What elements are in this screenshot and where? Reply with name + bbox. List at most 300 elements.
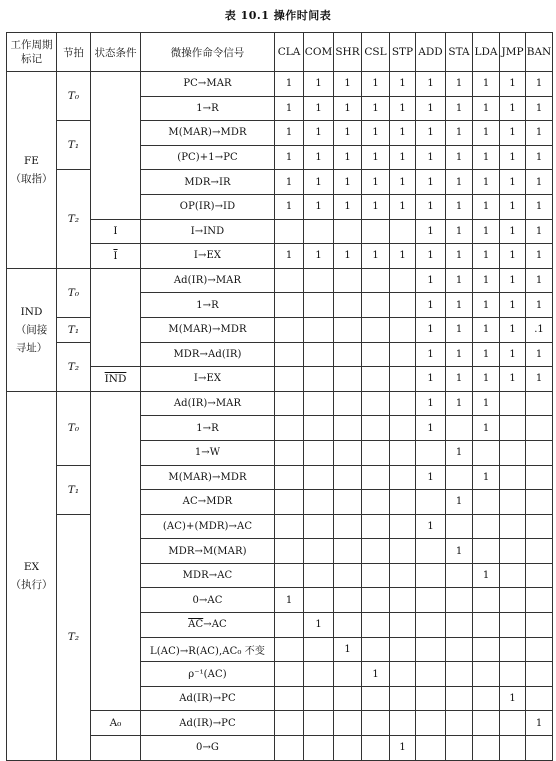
op-cell-cla: 1 — [275, 244, 304, 269]
header-state: 状态条件 — [91, 33, 141, 72]
table-row — [7, 268, 553, 293]
op-cell-lda: 1 — [473, 194, 500, 219]
op-cell-lda — [473, 613, 500, 638]
header-micro-op: 微操作命令信号 — [141, 33, 275, 72]
op-cell-com — [304, 219, 334, 244]
micro-op-label: Ad(IR)→PC — [179, 717, 236, 729]
op-cell-cla — [275, 613, 304, 638]
op-cell-add: 1 — [416, 367, 446, 392]
micro-op-cell — [141, 293, 275, 318]
op-cell-add: 1 — [416, 96, 446, 121]
op-cell-stp — [390, 490, 416, 515]
op-cell-ban: 1 — [526, 244, 553, 269]
op-cell-add — [416, 736, 446, 761]
op-cell-ban — [526, 490, 553, 515]
op-cell-shr — [334, 293, 362, 318]
micro-op-cell — [141, 514, 275, 539]
op-cell-lda: 1 — [473, 563, 500, 588]
op-cell-sta: 1 — [446, 342, 473, 367]
op-cell-add — [416, 539, 446, 564]
op-cell-com — [304, 342, 334, 367]
op-cell-cla — [275, 293, 304, 318]
op-cell-add — [416, 686, 446, 711]
op-cell-cla: 1 — [275, 96, 304, 121]
micro-op-label: OP(IR)→ID — [179, 201, 236, 213]
op-cell-cla: 1 — [275, 588, 304, 613]
op-cell-cla — [275, 637, 304, 662]
op-cell-sta — [446, 465, 473, 490]
op-cell-cla — [275, 367, 304, 392]
op-cell-jmp — [500, 588, 526, 613]
state-cell — [91, 244, 141, 269]
op-cell-lda: 1 — [473, 145, 500, 170]
op-cell-ban: 1 — [526, 170, 553, 195]
micro-op-cell — [141, 686, 275, 711]
op-cell-shr — [334, 342, 362, 367]
micro-op-cell — [141, 219, 275, 244]
header-phase: 工作周期标记 — [7, 33, 57, 72]
micro-op-cell — [141, 391, 275, 416]
op-cell-lda: 1 — [473, 244, 500, 269]
op-cell-add: 1 — [416, 121, 446, 146]
op-cell-sta: 1 — [446, 72, 473, 97]
op-cell-com: 1 — [304, 96, 334, 121]
micro-op-label: M(MAR)→MDR — [168, 127, 247, 139]
op-cell-ban: 1 — [526, 268, 553, 293]
phase-ind — [7, 268, 57, 391]
op-cell-com — [304, 317, 334, 342]
op-cell-csl: 1 — [362, 662, 390, 687]
table-row — [7, 465, 553, 490]
op-cell-lda — [473, 440, 500, 465]
op-cell-shr — [334, 662, 362, 687]
op-cell-jmp — [500, 637, 526, 662]
op-cell-sta: 1 — [446, 293, 473, 318]
op-cell-stp: 1 — [390, 194, 416, 219]
phase-ex — [7, 391, 57, 760]
op-cell-com — [304, 637, 334, 662]
state-cell — [91, 736, 141, 761]
table-caption: 表 10.1 操作时间表 — [224, 9, 332, 22]
op-cell-sta: 1 — [446, 145, 473, 170]
op-cell-lda — [473, 662, 500, 687]
op-cell-ban — [526, 662, 553, 687]
op-cell-sta — [446, 637, 473, 662]
op-cell-add — [416, 588, 446, 613]
beat-cell: T₂ — [57, 170, 91, 268]
op-cell-add: 1 — [416, 268, 446, 293]
op-cell-jmp: 1 — [500, 121, 526, 146]
op-cell-ban: 1 — [526, 145, 553, 170]
op-cell-stp: 1 — [390, 72, 416, 97]
micro-op-cell — [141, 268, 275, 293]
op-cell-sta: 1 — [446, 244, 473, 269]
op-cell-stp — [390, 514, 416, 539]
state-label: $\overline{IND}$ — [104, 372, 127, 385]
op-cell-shr — [334, 711, 362, 736]
micro-op-cell — [141, 563, 275, 588]
op-cell-stp: 1 — [390, 736, 416, 761]
op-cell-csl — [362, 563, 390, 588]
op-cell-lda — [473, 490, 500, 515]
op-cell-add: 1 — [416, 342, 446, 367]
op-cell-shr: 1 — [334, 121, 362, 146]
micro-op-cell — [141, 244, 275, 269]
table-row — [7, 342, 553, 367]
op-cell-lda: 1 — [473, 416, 500, 441]
op-cell-csl — [362, 440, 390, 465]
op-cell-sta — [446, 662, 473, 687]
micro-op-cell — [141, 637, 275, 662]
op-cell-sta: 1 — [446, 219, 473, 244]
micro-op-label: Ad(IR)→MAR — [173, 275, 242, 287]
op-cell-csl: 1 — [362, 244, 390, 269]
op-cell-csl: 1 — [362, 96, 390, 121]
op-cell-jmp: 1 — [500, 293, 526, 318]
op-cell-cla: 1 — [275, 72, 304, 97]
op-cell-com — [304, 662, 334, 687]
micro-op-label: →AC — [203, 619, 227, 631]
op-cell-jmp: 1 — [500, 170, 526, 195]
table-row — [7, 72, 553, 97]
op-cell-ban: 1 — [526, 342, 553, 367]
op-cell-ban — [526, 637, 553, 662]
op-cell-csl — [362, 416, 390, 441]
op-cell-ban — [526, 416, 553, 441]
op-cell-shr — [334, 588, 362, 613]
micro-op-label: L(AC)→R(AC),AC₀ 不变 — [150, 645, 265, 657]
op-cell-stp — [390, 662, 416, 687]
op-cell-shr — [334, 686, 362, 711]
op-cell-jmp — [500, 416, 526, 441]
op-cell-jmp: 1 — [500, 96, 526, 121]
op-cell-com — [304, 711, 334, 736]
op-cell-add: 1 — [416, 145, 446, 170]
header-op-jmp: JMP — [500, 33, 526, 72]
op-cell-shr — [334, 490, 362, 515]
op-cell-shr — [334, 736, 362, 761]
op-cell-ban — [526, 440, 553, 465]
op-cell-sta: 1 — [446, 367, 473, 392]
op-cell-cla — [275, 563, 304, 588]
micro-op-cell — [141, 342, 275, 367]
op-cell-ban: 1 — [526, 194, 553, 219]
op-cell-jmp: 1 — [500, 317, 526, 342]
micro-op-cell — [141, 588, 275, 613]
op-cell-stp: 1 — [390, 170, 416, 195]
micro-op-label: M(MAR)→MDR — [168, 324, 247, 336]
op-cell-cla — [275, 686, 304, 711]
op-cell-csl — [362, 711, 390, 736]
header-op-add: ADD — [416, 33, 446, 72]
op-cell-jmp — [500, 711, 526, 736]
table-row — [7, 121, 553, 146]
op-cell-com: 1 — [304, 194, 334, 219]
phase-label: IND （间接 寻址） — [15, 305, 48, 354]
op-cell-cla — [275, 465, 304, 490]
micro-op-label: 1→R — [196, 422, 219, 434]
op-cell-cla — [275, 440, 304, 465]
op-cell-add: 1 — [416, 391, 446, 416]
beat-cell: T₁ — [57, 465, 91, 514]
op-cell-sta — [446, 686, 473, 711]
op-cell-csl — [362, 490, 390, 515]
micro-op-cell — [141, 613, 275, 638]
state-label: $\overline{I}$ — [113, 249, 118, 262]
op-cell-lda: 1 — [473, 293, 500, 318]
op-cell-csl: 1 — [362, 72, 390, 97]
op-cell-csl — [362, 293, 390, 318]
op-cell-ban: 1 — [526, 711, 553, 736]
header-op-lda: LDA — [473, 33, 500, 72]
op-cell-com — [304, 539, 334, 564]
state-cell — [91, 367, 141, 392]
op-cell-lda: 1 — [473, 268, 500, 293]
header-row — [7, 33, 553, 72]
op-cell-ban — [526, 588, 553, 613]
op-cell-jmp: 1 — [500, 686, 526, 711]
header-beat: 节拍 — [57, 33, 91, 72]
op-cell-csl — [362, 514, 390, 539]
table-row — [7, 391, 553, 416]
op-cell-sta — [446, 588, 473, 613]
phase-fe — [7, 72, 57, 269]
op-cell-cla — [275, 268, 304, 293]
op-cell-sta: 1 — [446, 440, 473, 465]
op-cell-shr — [334, 539, 362, 564]
micro-op-cell — [141, 121, 275, 146]
micro-op-label: (AC)+(MDR)→AC — [162, 520, 253, 532]
op-cell-cla — [275, 736, 304, 761]
micro-op-cell — [141, 465, 275, 490]
op-cell-csl — [362, 613, 390, 638]
beat-cell: T₀ — [57, 391, 91, 465]
op-cell-cla: 1 — [275, 121, 304, 146]
op-cell-shr: 1 — [334, 72, 362, 97]
op-cell-sta: 1 — [446, 121, 473, 146]
state-label: A₀ — [109, 717, 122, 730]
header-op-stp: STP — [390, 33, 416, 72]
micro-op-label: 1→R — [196, 102, 219, 114]
op-cell-csl: 1 — [362, 194, 390, 219]
op-cell-add — [416, 711, 446, 736]
op-cell-com — [304, 588, 334, 613]
op-cell-ban — [526, 613, 553, 638]
op-cell-cla — [275, 317, 304, 342]
op-cell-csl — [362, 736, 390, 761]
state-label: I — [113, 225, 118, 238]
op-cell-add — [416, 490, 446, 515]
op-cell-add: 1 — [416, 170, 446, 195]
op-cell-lda: 1 — [473, 219, 500, 244]
operation-timing-table — [6, 32, 553, 761]
micro-op-label: M(MAR)→MDR — [168, 471, 247, 483]
micro-op-cell — [141, 145, 275, 170]
micro-op-label: I→EX — [193, 373, 222, 385]
op-cell-ban — [526, 391, 553, 416]
op-cell-csl — [362, 686, 390, 711]
op-cell-cla — [275, 342, 304, 367]
op-cell-shr — [334, 613, 362, 638]
micro-op-label: MDR→Ad(IR) — [173, 348, 242, 360]
op-cell-jmp: 1 — [500, 72, 526, 97]
op-cell-add: 1 — [416, 317, 446, 342]
op-cell-cla — [275, 514, 304, 539]
micro-op-label: 1→R — [196, 299, 219, 311]
op-cell-cla — [275, 391, 304, 416]
op-cell-jmp — [500, 539, 526, 564]
op-cell-add — [416, 440, 446, 465]
table-row — [7, 170, 553, 195]
op-cell-sta: 1 — [446, 490, 473, 515]
op-cell-jmp: 1 — [500, 342, 526, 367]
op-cell-lda: 1 — [473, 96, 500, 121]
micro-op-cell — [141, 72, 275, 97]
op-cell-com — [304, 440, 334, 465]
op-cell-add — [416, 563, 446, 588]
op-cell-cla: 1 — [275, 170, 304, 195]
micro-op-cell — [141, 440, 275, 465]
header-op-shr: SHR — [334, 33, 362, 72]
state-cell — [91, 72, 141, 220]
op-cell-sta: 1 — [446, 391, 473, 416]
op-cell-com: 1 — [304, 72, 334, 97]
op-cell-ban: 1 — [526, 96, 553, 121]
op-cell-lda — [473, 711, 500, 736]
op-cell-shr — [334, 317, 362, 342]
micro-op-label: I→IND — [190, 225, 225, 237]
op-cell-csl: 1 — [362, 121, 390, 146]
op-cell-add — [416, 662, 446, 687]
op-cell-csl — [362, 268, 390, 293]
header-op-cla: CLA — [275, 33, 304, 72]
op-cell-lda: 1 — [473, 342, 500, 367]
op-cell-lda: 1 — [473, 465, 500, 490]
beat-cell: T₂ — [57, 514, 91, 760]
op-cell-jmp: 1 — [500, 219, 526, 244]
micro-op-label: 0→G — [195, 742, 220, 754]
op-cell-com: 1 — [304, 145, 334, 170]
micro-op-label: Ad(IR)→MAR — [173, 398, 242, 410]
micro-op-cell — [141, 170, 275, 195]
op-cell-jmp — [500, 563, 526, 588]
op-cell-add: 1 — [416, 514, 446, 539]
op-cell-sta: 1 — [446, 170, 473, 195]
op-cell-com — [304, 563, 334, 588]
op-cell-ban: 1 — [526, 121, 553, 146]
op-cell-add: 1 — [416, 72, 446, 97]
op-cell-csl — [362, 391, 390, 416]
op-cell-stp — [390, 637, 416, 662]
op-cell-shr — [334, 563, 362, 588]
micro-op-cell — [141, 96, 275, 121]
op-cell-jmp: 1 — [500, 194, 526, 219]
op-cell-lda — [473, 514, 500, 539]
op-cell-cla — [275, 662, 304, 687]
op-cell-add: 1 — [416, 194, 446, 219]
table-body — [7, 72, 553, 761]
op-cell-jmp — [500, 440, 526, 465]
op-cell-add: 1 — [416, 219, 446, 244]
op-cell-stp — [390, 613, 416, 638]
beat-cell: T₁ — [57, 317, 91, 342]
op-cell-shr — [334, 416, 362, 441]
op-cell-add: 1 — [416, 416, 446, 441]
op-cell-ban — [526, 514, 553, 539]
op-cell-stp — [390, 588, 416, 613]
op-cell-sta — [446, 563, 473, 588]
micro-op-label: PC→MAR — [183, 78, 232, 90]
op-cell-stp — [390, 317, 416, 342]
state-cell — [91, 711, 141, 736]
op-cell-sta: 1 — [446, 194, 473, 219]
beat-cell: T₀ — [57, 72, 91, 121]
op-cell-shr — [334, 440, 362, 465]
micro-op-label: MDR→M(MAR) — [168, 545, 247, 557]
op-cell-shr: 1 — [334, 637, 362, 662]
op-cell-csl — [362, 317, 390, 342]
op-cell-com — [304, 293, 334, 318]
op-cell-ban — [526, 465, 553, 490]
micro-op-label: AC→MDR — [182, 496, 233, 508]
op-cell-com — [304, 736, 334, 761]
micro-op-label: ρ⁻¹(AC) — [188, 668, 227, 680]
op-cell-ban: 1 — [526, 219, 553, 244]
op-cell-shr — [334, 268, 362, 293]
micro-op-label: MDR→IR — [184, 176, 231, 188]
op-cell-shr: 1 — [334, 194, 362, 219]
micro-op-cell — [141, 539, 275, 564]
op-cell-shr: 1 — [334, 170, 362, 195]
op-cell-sta — [446, 416, 473, 441]
op-cell-lda — [473, 736, 500, 761]
op-cell-shr — [334, 367, 362, 392]
micro-op-label: 0→AC — [192, 594, 223, 606]
op-cell-ban — [526, 539, 553, 564]
op-cell-csl — [362, 588, 390, 613]
op-cell-lda — [473, 686, 500, 711]
op-cell-sta: 1 — [446, 539, 473, 564]
op-cell-com: 1 — [304, 121, 334, 146]
op-cell-jmp — [500, 391, 526, 416]
header-op-com: COM — [304, 33, 334, 72]
op-cell-stp — [390, 342, 416, 367]
state-cell — [91, 391, 141, 711]
beat-cell: T₀ — [57, 268, 91, 317]
op-cell-jmp — [500, 465, 526, 490]
micro-op-cell — [141, 416, 275, 441]
op-cell-add: 1 — [416, 293, 446, 318]
op-cell-ban: 1 — [526, 367, 553, 392]
op-cell-add: 1 — [416, 465, 446, 490]
op-cell-sta: 1 — [446, 96, 473, 121]
op-cell-lda — [473, 637, 500, 662]
op-cell-ban: .1 — [526, 317, 553, 342]
micro-op-label: Ad(IR)→PC — [179, 693, 236, 705]
op-cell-jmp — [500, 736, 526, 761]
op-cell-cla — [275, 416, 304, 441]
op-cell-add: 1 — [416, 244, 446, 269]
op-cell-stp — [390, 391, 416, 416]
phase-label: EX （执行） — [10, 560, 53, 591]
op-cell-csl — [362, 539, 390, 564]
op-cell-sta — [446, 711, 473, 736]
op-cell-stp — [390, 293, 416, 318]
op-cell-sta: 1 — [446, 317, 473, 342]
table-row — [7, 317, 553, 342]
header-op-ban: BAN — [526, 33, 553, 72]
op-cell-cla — [275, 219, 304, 244]
